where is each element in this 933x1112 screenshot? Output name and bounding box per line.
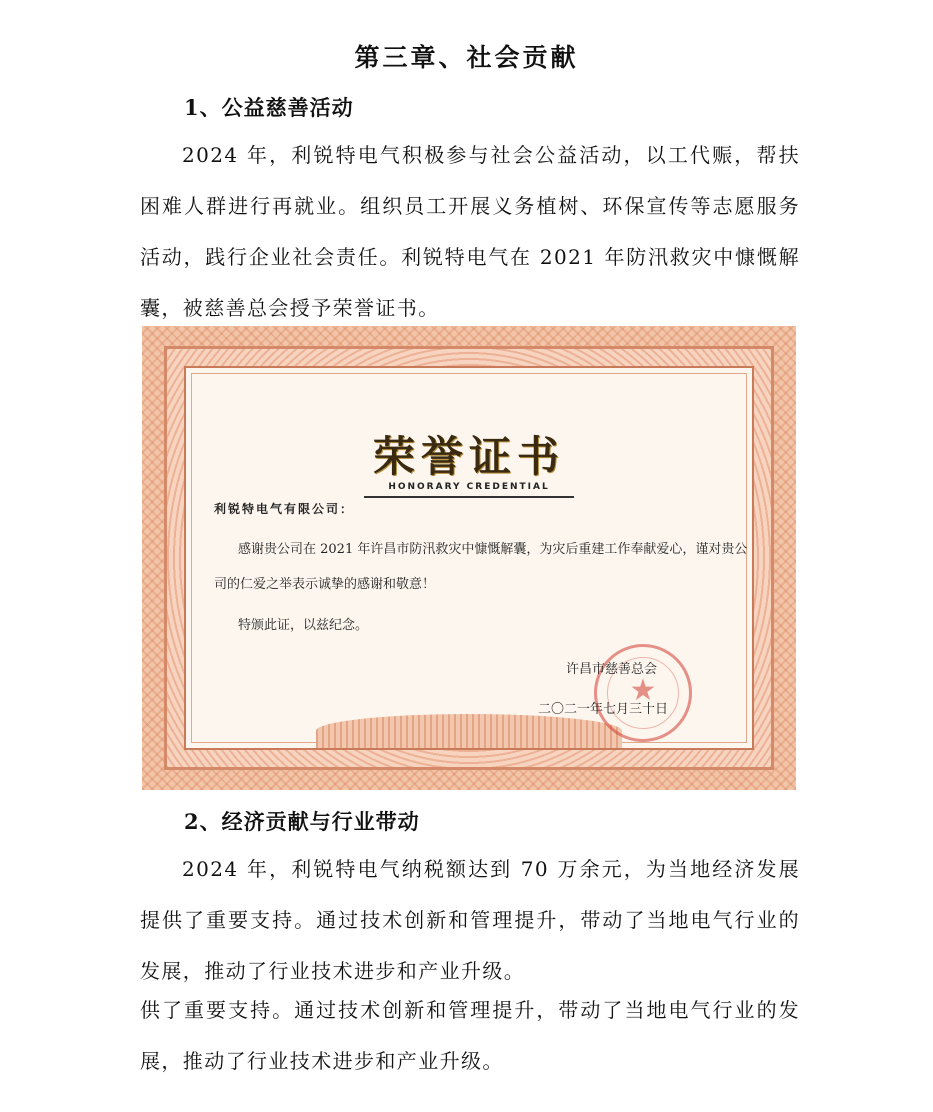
section-heading-economic: 2、经济贡献与行业带动 (184, 809, 420, 834)
section-heading-charity: 1、公益慈善活动 (184, 95, 354, 120)
certificate-title: 荣誉证书 (372, 432, 565, 481)
certificate-addressee: 利锐特电气有限公司： (214, 502, 355, 516)
certificate-body: 感谢贵公司在 2021 年许昌市防汛救灾中慷慨解囊，为灾后重建工作奉献爱心，谨对贵公司的仁爱之举表示诚挚的感谢和敬意！ (214, 542, 748, 592)
seal-star-icon: ★ (629, 673, 657, 708)
certificate-image (142, 326, 796, 790)
certificate-issuer: 许昌市慈善总会 (566, 662, 658, 677)
paragraph-economic: 2024 年，利锐特电气纳税额达到 70 万余元，为当地经济发展提供了重要支持。通过技术创新和管理提升，带动了当地电气行业的发展，推动了行业技术进步和产业升级。 (140, 857, 800, 983)
certificate-bottom-ornament (316, 714, 622, 748)
certificate-subtitle-underline (364, 496, 574, 498)
page-title: 第三章、社会贡献 (354, 43, 579, 72)
certificate-subtitle: HONORARY CREDENTIAL (388, 482, 550, 492)
certificate-closing: 特颁此证，以兹纪念。 (238, 618, 369, 633)
certificate-date: 二〇二一年七月三十日 (538, 702, 669, 717)
paragraph-charity: 2024 年，利锐特电气积极参与社会公益活动，以工代赈，帮扶困难人群进行再就业。组织员工开展义务植树、环保宣传等志愿服务活动，践行企业社会责任。利锐特电气在 2021 年防汛救灾中慷慨解囊，被慈善总会授予荣誉证书。 (140, 143, 800, 320)
paragraph-economic-repeat: 供了重要支持。通过技术创新和管理提升，带动了当地电气行业的发展，推动了行业技术进步和产业升级。 (140, 998, 800, 1073)
